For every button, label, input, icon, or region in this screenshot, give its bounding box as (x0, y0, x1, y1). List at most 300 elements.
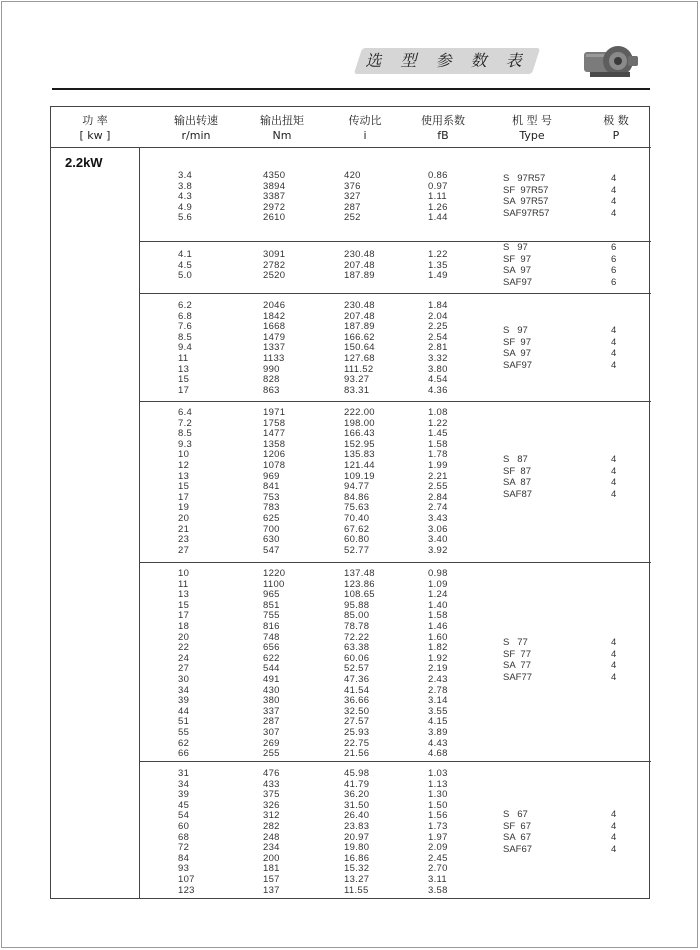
cell-value: 67.62 (344, 523, 370, 535)
poles-value: 4 (611, 207, 617, 219)
poles-value: 4 (611, 359, 617, 371)
type-column (503, 325, 532, 371)
poles-value: 6 (611, 242, 617, 253)
type-value: S 87 (503, 454, 528, 465)
speed-column (178, 250, 192, 282)
type-column (503, 809, 532, 855)
cell-value: 376 (344, 180, 361, 192)
cell-value: 3387 (263, 191, 286, 203)
cell-value: 150.64 (344, 342, 375, 354)
type-value: SF 67 (503, 820, 531, 832)
cell-value: 748 (263, 631, 280, 643)
cell-value: 39 (178, 695, 190, 707)
poles-column (611, 325, 616, 371)
ratio-column (344, 569, 375, 760)
cell-value: 135.83 (344, 449, 375, 461)
cell-value: 62 (178, 737, 190, 749)
cell-value: 2972 (263, 201, 286, 213)
group-divider (139, 761, 651, 762)
cell-value: 11 (178, 578, 189, 590)
cell-value: 22 (178, 642, 190, 654)
cell-value: 52.57 (344, 663, 370, 675)
cell-value: 5.0 (178, 270, 193, 282)
service-factor-column (428, 171, 448, 224)
cell-value: 27 (178, 663, 190, 675)
type-value: SAF97R57 (503, 207, 550, 219)
cell-value: 476 (263, 768, 280, 779)
cell-value: 94.77 (344, 481, 370, 493)
service-factor-column (428, 569, 448, 760)
cell-value: 68 (178, 831, 190, 843)
cell-value: 1.09 (428, 578, 448, 590)
speed-column (178, 171, 192, 224)
cell-value: 200 (263, 852, 280, 864)
cell-value: 44 (178, 705, 190, 717)
cell-value: 990 (263, 363, 280, 375)
cell-value: 1971 (263, 407, 286, 418)
cell-value: 255 (263, 748, 280, 760)
cell-value: 31.50 (344, 799, 370, 811)
cell-value: 54 (178, 810, 190, 822)
type-value: SAF97 (503, 359, 533, 371)
cell-value: 137.48 (344, 568, 375, 579)
cell-value: 1.22 (428, 417, 448, 429)
cell-value: 753 (263, 491, 280, 503)
cell-value: 3.89 (428, 726, 448, 738)
cell-value: 2.45 (428, 852, 448, 864)
cell-value: 1220 (263, 568, 286, 579)
type-column (503, 242, 532, 288)
cell-value: 6.2 (178, 300, 193, 311)
type-value: SF 87 (503, 465, 531, 477)
power-value: 2.2kW (65, 155, 103, 170)
cell-value: 547 (263, 544, 280, 556)
poles-value: 4 (611, 832, 617, 844)
type-value: S 77 (503, 637, 528, 648)
cell-value: 3091 (263, 249, 286, 260)
torque-column (263, 569, 285, 760)
cell-value: 287 (344, 201, 361, 213)
cell-value: 20 (178, 631, 190, 643)
cell-value: 95.88 (344, 599, 370, 611)
page-title: 选 型 参 数 表 (365, 51, 529, 70)
type-value: S 97R57 (503, 173, 546, 184)
cell-value: 1.24 (428, 589, 448, 601)
ratio-column (344, 408, 375, 556)
cell-value: 60.80 (344, 534, 370, 546)
ratio-column (344, 171, 361, 224)
cell-value: 2.84 (428, 491, 448, 503)
type-value: SA 97 (503, 265, 531, 277)
col-header-type: 机 型 号 Type (512, 114, 552, 142)
cell-value: 430 (263, 684, 280, 696)
cell-value: 380 (263, 695, 280, 707)
type-value: SAF87 (503, 488, 533, 500)
cell-value: 1358 (263, 438, 286, 450)
cell-value: 15 (178, 481, 190, 493)
cell-value: 828 (263, 374, 280, 386)
cell-value: 1.50 (428, 799, 448, 811)
col-header-power: 功 率 [ kw ] (79, 114, 111, 142)
cell-value: 24 (178, 652, 190, 664)
cell-value: 13 (178, 363, 190, 375)
poles-value: 4 (611, 671, 617, 683)
cell-value: 108.65 (344, 589, 375, 601)
cell-value: 307 (263, 726, 280, 738)
cell-value: 19 (178, 502, 190, 514)
cell-value: 16.86 (344, 852, 370, 864)
cell-value: 30 (178, 673, 190, 685)
cell-value: 9.3 (178, 438, 193, 450)
selection-table (50, 106, 650, 899)
cell-value: 83.31 (344, 384, 370, 396)
cell-value: 27.57 (344, 716, 370, 728)
poles-value: 4 (611, 336, 617, 348)
cell-value: 11.55 (344, 884, 369, 896)
poles-column (611, 637, 616, 683)
cell-value: 1.46 (428, 620, 448, 632)
cell-value: 78.78 (344, 620, 370, 632)
cell-value: 1.82 (428, 642, 448, 654)
poles-value: 4 (611, 637, 617, 648)
cell-value: 1133 (263, 352, 285, 364)
cell-value: 4.3 (178, 191, 193, 203)
cell-value: 3.55 (428, 705, 448, 717)
cell-value: 17 (178, 491, 190, 503)
cell-value: 2.19 (428, 663, 448, 675)
cell-value: 27 (178, 544, 190, 556)
poles-value: 4 (611, 477, 617, 489)
cell-value: 2520 (263, 270, 286, 282)
type-value: S 97 (503, 325, 528, 336)
cell-value: 1758 (263, 417, 286, 429)
cell-value: 230.48 (344, 249, 375, 260)
cell-value: 6.8 (178, 310, 193, 322)
poles-value: 4 (611, 488, 617, 500)
cell-value: 2.74 (428, 502, 448, 514)
cell-value: 312 (263, 810, 280, 822)
poles-value: 4 (611, 454, 617, 465)
cell-value: 63.38 (344, 642, 370, 654)
poles-column (611, 809, 616, 855)
cell-value: 34 (178, 778, 190, 790)
poles-value: 6 (611, 253, 617, 265)
cell-value: 20 (178, 512, 190, 524)
poles-column (611, 454, 616, 500)
poles-value: 4 (611, 843, 617, 855)
cell-value: 1.03 (428, 768, 448, 779)
cell-value: 248 (263, 831, 280, 843)
cell-value: 851 (263, 599, 280, 611)
poles-value: 4 (611, 348, 617, 360)
cell-value: 2610 (263, 212, 286, 224)
cell-value: 2.09 (428, 842, 448, 854)
cell-value: 4.54 (428, 374, 448, 386)
cell-value: 72 (178, 842, 190, 854)
cell-value: 2782 (263, 259, 286, 271)
cell-value: 9.4 (178, 342, 193, 354)
cell-value: 375 (263, 789, 280, 801)
cell-value: 1.11 (428, 191, 447, 203)
type-value: SA 77 (503, 660, 531, 672)
poles-value: 4 (611, 325, 617, 336)
cell-value: 36.20 (344, 789, 370, 801)
cell-value: 1337 (263, 342, 286, 354)
cell-value: 4.43 (428, 737, 448, 749)
torque-column (263, 769, 280, 896)
service-factor-column (428, 301, 448, 396)
cell-value: 70.40 (344, 512, 370, 524)
cell-value: 2.54 (428, 331, 448, 343)
cell-value: 3.80 (428, 363, 448, 375)
cell-value: 0.98 (428, 568, 448, 579)
cell-value: 2.70 (428, 863, 448, 875)
cell-value: 1.58 (428, 438, 448, 450)
cell-value: 544 (263, 663, 280, 675)
poles-value: 6 (611, 265, 617, 277)
type-column (503, 637, 532, 683)
cell-value: 625 (263, 512, 280, 524)
cell-value: 1.84 (428, 300, 448, 311)
cell-value: 420 (344, 170, 361, 181)
cell-value: 34 (178, 684, 190, 696)
cell-value: 60.06 (344, 652, 370, 664)
cell-value: 2.81 (428, 342, 448, 354)
cell-value: 230.48 (344, 300, 375, 311)
cell-value: 66 (178, 748, 190, 760)
cell-value: 10 (178, 449, 190, 461)
cell-value: 84.86 (344, 491, 370, 503)
cell-value: 433 (263, 778, 280, 790)
torque-column (263, 171, 285, 224)
ratio-column (344, 769, 369, 896)
type-value: SA 97 (503, 348, 531, 360)
cell-value: 1.35 (428, 259, 448, 271)
cell-value: 6.4 (178, 407, 193, 418)
cell-value: 1.40 (428, 599, 448, 611)
cell-value: 1.78 (428, 449, 448, 461)
cell-value: 207.48 (344, 310, 375, 322)
cell-value: 22.75 (344, 737, 370, 749)
cell-value: 1.49 (428, 270, 448, 282)
cell-value: 45.98 (344, 768, 370, 779)
cell-value: 7.6 (178, 321, 193, 333)
cell-value: 84 (178, 852, 190, 864)
torque-column (263, 250, 285, 282)
cell-value: 157 (263, 873, 280, 885)
poles-value: 4 (611, 465, 617, 477)
poles-value: 4 (611, 820, 617, 832)
cell-value: 491 (263, 673, 280, 685)
cell-value: 969 (263, 470, 280, 482)
service-factor-column (428, 250, 448, 282)
cell-value: 7.2 (178, 417, 193, 429)
cell-value: 10 (178, 568, 190, 579)
cell-value: 2046 (263, 300, 286, 311)
cell-value: 3.8 (178, 180, 193, 192)
cell-value: 207.48 (344, 259, 375, 271)
cell-value: 3.43 (428, 512, 448, 524)
cell-value: 109.19 (344, 470, 375, 482)
cell-value: 3.58 (428, 884, 448, 896)
service-factor-column (428, 769, 448, 896)
cell-value: 1479 (263, 331, 286, 343)
type-value: SA 87 (503, 477, 531, 489)
cell-value: 2.25 (428, 321, 448, 333)
speed-column (178, 569, 189, 760)
poles-column (611, 242, 616, 288)
cell-value: 51 (178, 716, 190, 728)
cell-value: 816 (263, 620, 280, 632)
cell-value: 326 (263, 799, 280, 811)
type-value: SF 97 (503, 336, 531, 348)
cell-value: 222.00 (344, 407, 375, 418)
cell-value: 187.89 (344, 270, 375, 282)
cell-value: 3.32 (428, 352, 448, 364)
cell-value: 1.08 (428, 407, 448, 418)
cell-value: 41.79 (344, 778, 370, 790)
type-value: S 97 (503, 242, 528, 253)
poles-value: 4 (611, 196, 617, 208)
cell-value: 965 (263, 589, 280, 601)
cell-value: 17 (178, 384, 190, 396)
cell-value: 26.40 (344, 810, 370, 822)
cell-value: 1.26 (428, 201, 448, 213)
cell-value: 2.55 (428, 481, 448, 493)
cell-value: 3894 (263, 180, 286, 192)
cell-value: 2.21 (428, 470, 448, 482)
cell-value: 93 (178, 863, 190, 875)
cell-value: 1.99 (428, 459, 448, 471)
cell-value: 21 (178, 523, 190, 535)
cell-value: 181 (263, 863, 280, 875)
poles-value: 4 (611, 648, 617, 660)
cell-value: 1.30 (428, 789, 448, 801)
cell-value: 15 (178, 599, 190, 611)
type-value: SA 97R57 (503, 196, 549, 208)
poles-value: 4 (611, 660, 617, 672)
cell-value: 152.95 (344, 438, 375, 450)
cell-value: 123 (178, 884, 195, 896)
group-divider (139, 401, 651, 402)
col-header-torque: 输出扭矩 Nm (260, 114, 304, 142)
col-header-speed: 输出转速 r/min (174, 114, 218, 142)
cell-value: 3.4 (178, 170, 193, 181)
cell-value: 0.86 (428, 170, 448, 181)
cell-value: 1100 (263, 578, 285, 590)
col-header-service-factor: 使用系数 fB (421, 114, 465, 142)
cell-value: 282 (263, 820, 280, 832)
cell-value: 107 (178, 873, 195, 885)
type-value: SAF77 (503, 671, 533, 683)
cell-value: 3.14 (428, 695, 448, 707)
power-column-divider (139, 147, 140, 899)
cell-value: 127.68 (344, 352, 375, 364)
type-value: SF 97 (503, 253, 531, 265)
cell-value: 137 (263, 884, 280, 896)
cell-value: 1477 (263, 428, 286, 440)
cell-value: 72.22 (344, 631, 370, 643)
cell-value: 327 (344, 191, 361, 203)
type-value: S 67 (503, 809, 528, 820)
cell-value: 93.27 (344, 374, 370, 386)
cell-value: 23 (178, 534, 190, 546)
cell-value: 31 (178, 768, 190, 779)
cell-value: 60 (178, 820, 190, 832)
cell-value: 783 (263, 502, 280, 514)
cell-value: 4.1 (178, 249, 193, 260)
col-header-ratio: 传动比 i (348, 114, 382, 142)
header-rule (52, 88, 650, 90)
type-column (503, 173, 549, 219)
type-column (503, 454, 532, 500)
cell-value: 1.73 (428, 820, 448, 832)
cell-value: 700 (263, 523, 280, 535)
cell-value: 3.40 (428, 534, 448, 546)
cell-value: 21.56 (344, 748, 370, 760)
group-divider (139, 562, 651, 563)
type-value: SAF67 (503, 843, 533, 855)
cell-value: 1.44 (428, 212, 448, 224)
cell-value: 47.36 (344, 673, 370, 685)
cell-value: 13 (178, 589, 190, 601)
poles-value: 4 (611, 173, 617, 184)
cell-value: 52.77 (344, 544, 370, 556)
cell-value: 13 (178, 470, 190, 482)
cell-value: 1.60 (428, 631, 448, 643)
cell-value: 1206 (263, 449, 286, 461)
group-divider (139, 293, 651, 294)
cell-value: 1.22 (428, 249, 448, 260)
cell-value: 234 (263, 842, 280, 854)
cell-value: 36.66 (344, 695, 370, 707)
cell-value: 17 (178, 610, 190, 622)
poles-value: 4 (611, 809, 617, 820)
cell-value: 656 (263, 642, 280, 654)
speed-column (178, 301, 192, 396)
cell-value: 32.50 (344, 705, 370, 717)
poles-column (611, 173, 616, 219)
cell-value: 1.56 (428, 810, 448, 822)
cell-value: 187.89 (344, 321, 375, 333)
type-value: SF 97R57 (503, 184, 549, 196)
ratio-column (344, 250, 375, 282)
cell-value: 123.86 (344, 578, 375, 590)
cell-value: 252 (344, 212, 361, 224)
cell-value: 11 (178, 352, 189, 364)
gear-motor-icon (582, 42, 640, 80)
service-factor-column (428, 408, 448, 556)
cell-value: 13.27 (344, 873, 370, 885)
poles-value: 6 (611, 276, 617, 288)
cell-value: 4350 (263, 170, 286, 181)
cell-value: 755 (263, 610, 280, 622)
cell-value: 198.00 (344, 417, 375, 429)
cell-value: 630 (263, 534, 280, 546)
cell-value: 2.78 (428, 684, 448, 696)
cell-value: 39 (178, 789, 190, 801)
cell-value: 1668 (263, 321, 286, 333)
cell-value: 1.45 (428, 428, 448, 440)
type-value: SAF97 (503, 276, 533, 288)
cell-value: 2.43 (428, 673, 448, 685)
cell-value: 20.97 (344, 831, 370, 843)
cell-value: 15 (178, 374, 190, 386)
cell-value: 1.92 (428, 652, 448, 664)
cell-value: 12 (178, 459, 190, 471)
group-divider (139, 241, 651, 242)
cell-value: 75.63 (344, 502, 370, 514)
